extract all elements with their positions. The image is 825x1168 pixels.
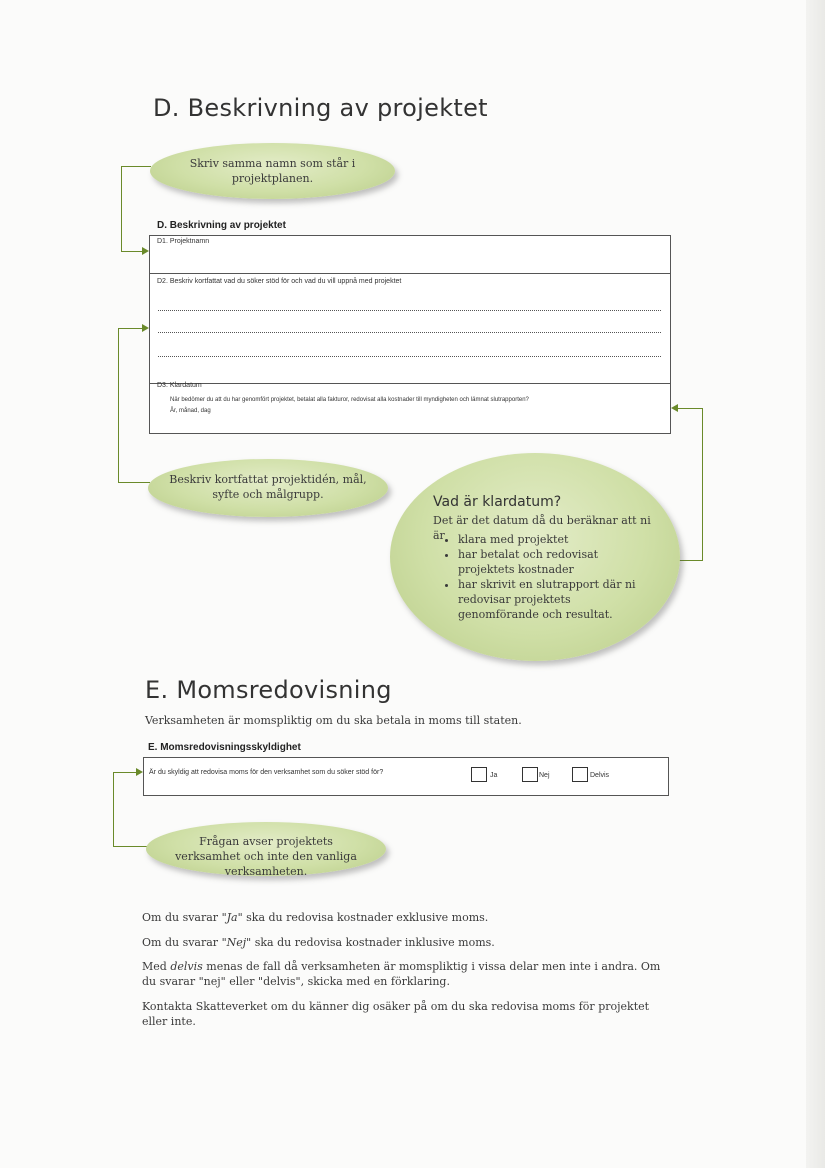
connector-line bbox=[121, 166, 151, 167]
hint-bubble-describe-text: Beskriv kortfattat projektidén, mål, syfte och målgrupp. bbox=[169, 473, 367, 501]
checkbox-ja[interactable] bbox=[471, 767, 487, 782]
paragraph-ja: Om du svarar "Ja" ska du redovisa kostnader exklusive moms. bbox=[142, 911, 489, 924]
connector-line bbox=[113, 846, 148, 847]
d2-line-3[interactable] bbox=[158, 356, 661, 357]
section-e-intro: Verksamheten är momspliktig om du ska betala in moms till staten. bbox=[145, 714, 522, 727]
connector-line bbox=[677, 408, 703, 409]
option-delvis-label: Delvis bbox=[590, 772, 610, 779]
section-d-heading: D. Beskrivning av projektet bbox=[153, 94, 488, 122]
form-e-title: E. Momsredovisningsskyldighet bbox=[148, 742, 301, 753]
d1-project-name-field[interactable] bbox=[151, 248, 667, 270]
option-nej-label: Nej bbox=[539, 772, 550, 779]
checkbox-nej[interactable] bbox=[522, 767, 538, 782]
page-edge-shadow bbox=[806, 0, 825, 1168]
d2-label: D2. Beskriv kortfattat vad du söker stöd för och vad du vill uppnå med projektet bbox=[157, 278, 402, 285]
klardatum-list bbox=[442, 532, 652, 622]
hint-bubble-name-text: Skriv samma namn som står i projektplanen. bbox=[189, 157, 356, 185]
paragraph-skatteverket: Kontakta Skatteverket om du känner dig osäker på om du ska redovisa moms för projektet eller inte. bbox=[142, 1000, 650, 1028]
form-d-title: D. Beskrivning av projektet bbox=[157, 220, 286, 231]
checkbox-delvis[interactable] bbox=[572, 767, 588, 782]
d1-label: D1. Projektnamn bbox=[157, 238, 210, 245]
arrow-right-icon bbox=[136, 768, 143, 776]
paragraph-delvis: Med delvis menas de fall då verksamheten är momspliktig i vissa delar men inte i andra. Om du svarar "nej" eller "delvis", skicka med en förklaring. bbox=[142, 960, 661, 988]
connector-line bbox=[113, 772, 114, 847]
option-ja-label: Ja bbox=[490, 772, 498, 779]
connector-line bbox=[118, 482, 150, 483]
list-item: • har skrivit en slutrapport där ni redovisar projektets genomförande och resultat. bbox=[458, 577, 652, 622]
d2-line-1[interactable] bbox=[158, 310, 661, 311]
klardatum-title: Vad är klardatum? bbox=[433, 494, 562, 510]
connector-line bbox=[702, 408, 703, 561]
connector-line bbox=[118, 328, 119, 483]
arrow-right-icon bbox=[142, 247, 149, 255]
connector-line bbox=[113, 772, 137, 773]
connector-line bbox=[121, 251, 143, 252]
hint-bubble-moms-text: Frågan avser projektets verksamhet och inte den vanliga verksamheten. bbox=[175, 835, 357, 878]
d3-label: D3. Klardatum bbox=[157, 382, 202, 389]
d3-help-text: När bedömer du att du har genomfört projektet, betalat alla fakturor, redovisat alla kostnader till myndigheten och lämnat slutrapporten? bbox=[170, 397, 529, 403]
connector-line bbox=[118, 328, 143, 329]
list-item: • klara med projektet bbox=[458, 532, 652, 547]
e-question: Är du skyldig att redovisa moms för den verksamhet som du söker stöd för? bbox=[149, 769, 384, 776]
list-item: • har betalat och redovisat projektets kostnader bbox=[458, 547, 652, 577]
d3-date-field[interactable] bbox=[151, 415, 667, 430]
klardatum-intro: Det är det datum då du beräknar att ni är bbox=[433, 514, 651, 542]
d2-line-2[interactable] bbox=[158, 332, 661, 333]
connector-line bbox=[676, 560, 703, 561]
connector-line bbox=[121, 166, 122, 252]
arrow-right-icon bbox=[142, 324, 149, 332]
section-e-heading: E. Momsredovisning bbox=[145, 676, 392, 704]
d3-date-format: År, månad, dag bbox=[170, 408, 211, 414]
paragraph-nej: Om du svarar "Nej" ska du redovisa kostnader inklusive moms. bbox=[142, 936, 495, 949]
